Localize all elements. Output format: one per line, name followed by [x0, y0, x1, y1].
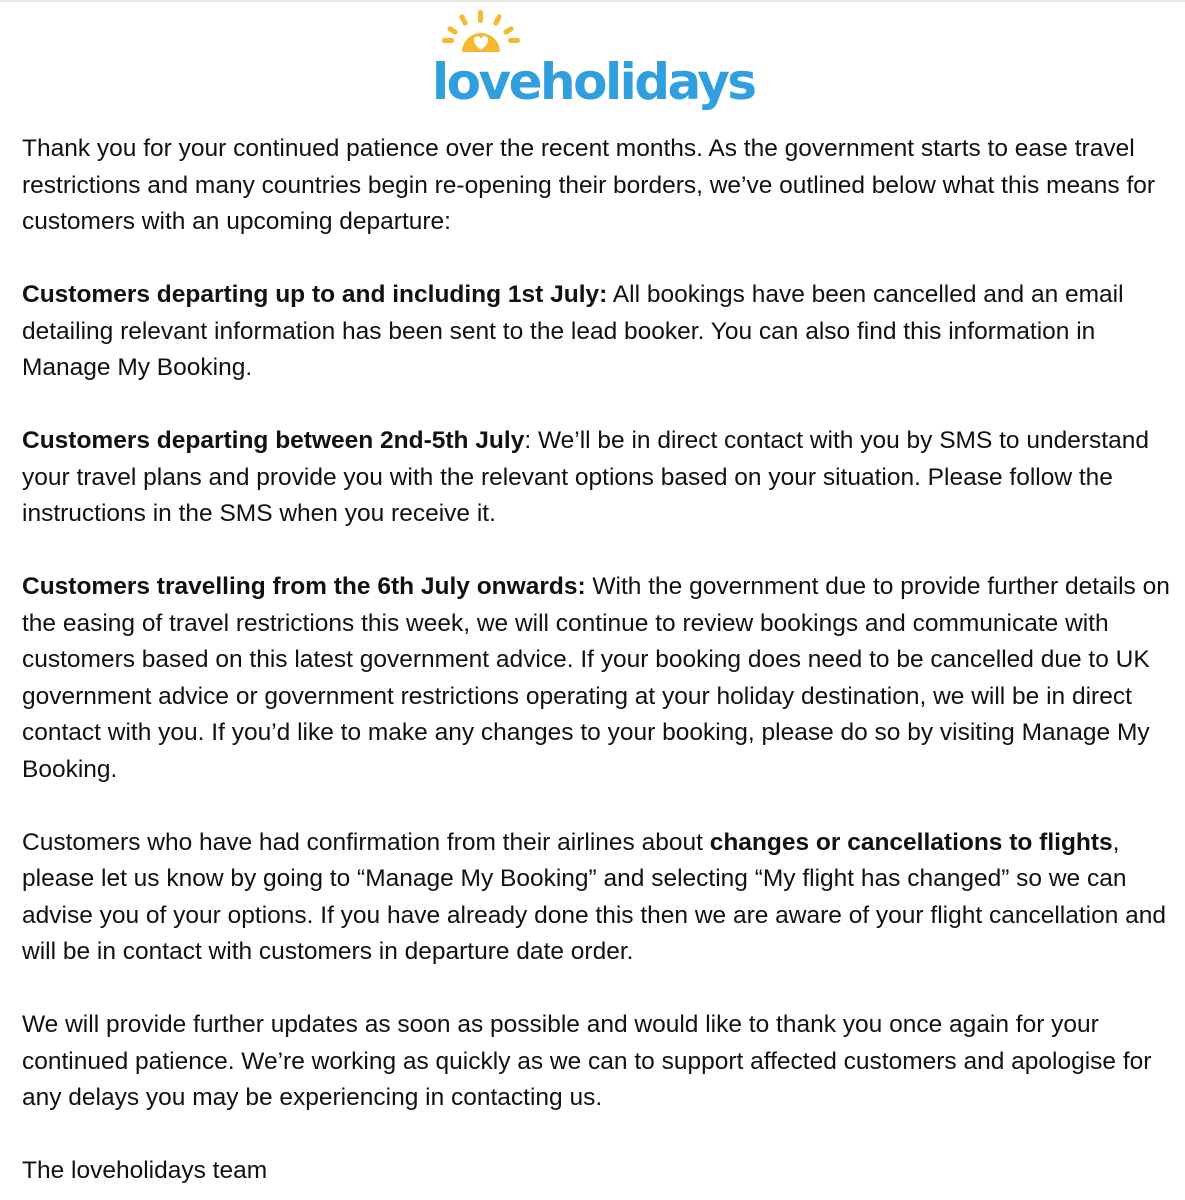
brand-wordmark: loveholidays	[432, 53, 755, 111]
paragraph-text: : We’ll be in direct contact with you by SMS to understand your travel plans and provide you with the relevant options based on your situation. Please follow the instructions in the SMS when you receive it.	[22, 427, 1149, 527]
paragraph-text: All bookings have been cancelled and an email detailing relevant information has been sent to the lead booker. You can also find this information in Manage My Booking.	[22, 281, 1124, 381]
top-divider	[0, 0, 1185, 2]
closing-paragraph: We will provide further updates as soon as possible and would like to thank you once again for your continued patience. We’re working as quickly as we can to support affected customers and apologise for any delays you may be experiencing in contacting us.	[22, 1011, 1152, 1111]
paragraph-text: , please let us know by going to “Manage My Booking” and selecting “My flight has changed” so we can advise you of your options. If you have already done this then we are aware of your flight cancellation and will be in contact with customers in departure date order.	[22, 828, 1167, 965]
paragraph-from-6th-july	[22, 569, 1172, 788]
signoff: The loveholidays team	[22, 1157, 268, 1184]
paragraph-2nd-5th-july	[22, 423, 1172, 533]
paragraph-up-to-1st-july	[22, 277, 1172, 387]
intro-paragraph: Thank you for your continued patience over the recent months. As the government starts to ease travel restrictions and many countries begin re-opening their borders, we’ve outlined below what this means for customers with an upcoming departure:	[22, 135, 1156, 235]
paragraph-text: With the government due to provide further details on the easing of travel restrictions this week, we will continue to review bookings and communicate with customers based on this latest government advice. If your booking does need to be cancelled due to UK government advice or government restrictions operating at your holiday destination, we will be in direct contact with you. If you’d like to make any changes to your booking, please do so by visiting Manage My Booking.	[22, 573, 1170, 783]
paragraph-heading: Customers travelling from the 6th July onwards:	[22, 573, 586, 600]
sun-heart-icon	[428, 8, 538, 58]
paragraph-heading: Customers departing up to and including 1st July:	[22, 281, 608, 308]
message-body	[22, 131, 1172, 1190]
paragraph-emphasis: changes or cancellations to flights	[709, 828, 1113, 856]
paragraph-heading: Customers departing between 2nd-5th July	[22, 427, 525, 454]
brand-logo	[428, 8, 758, 118]
paragraph-text: Customers who have had confirmation from their airlines about	[22, 828, 710, 856]
paragraph-flight-changes	[22, 825, 1172, 971]
